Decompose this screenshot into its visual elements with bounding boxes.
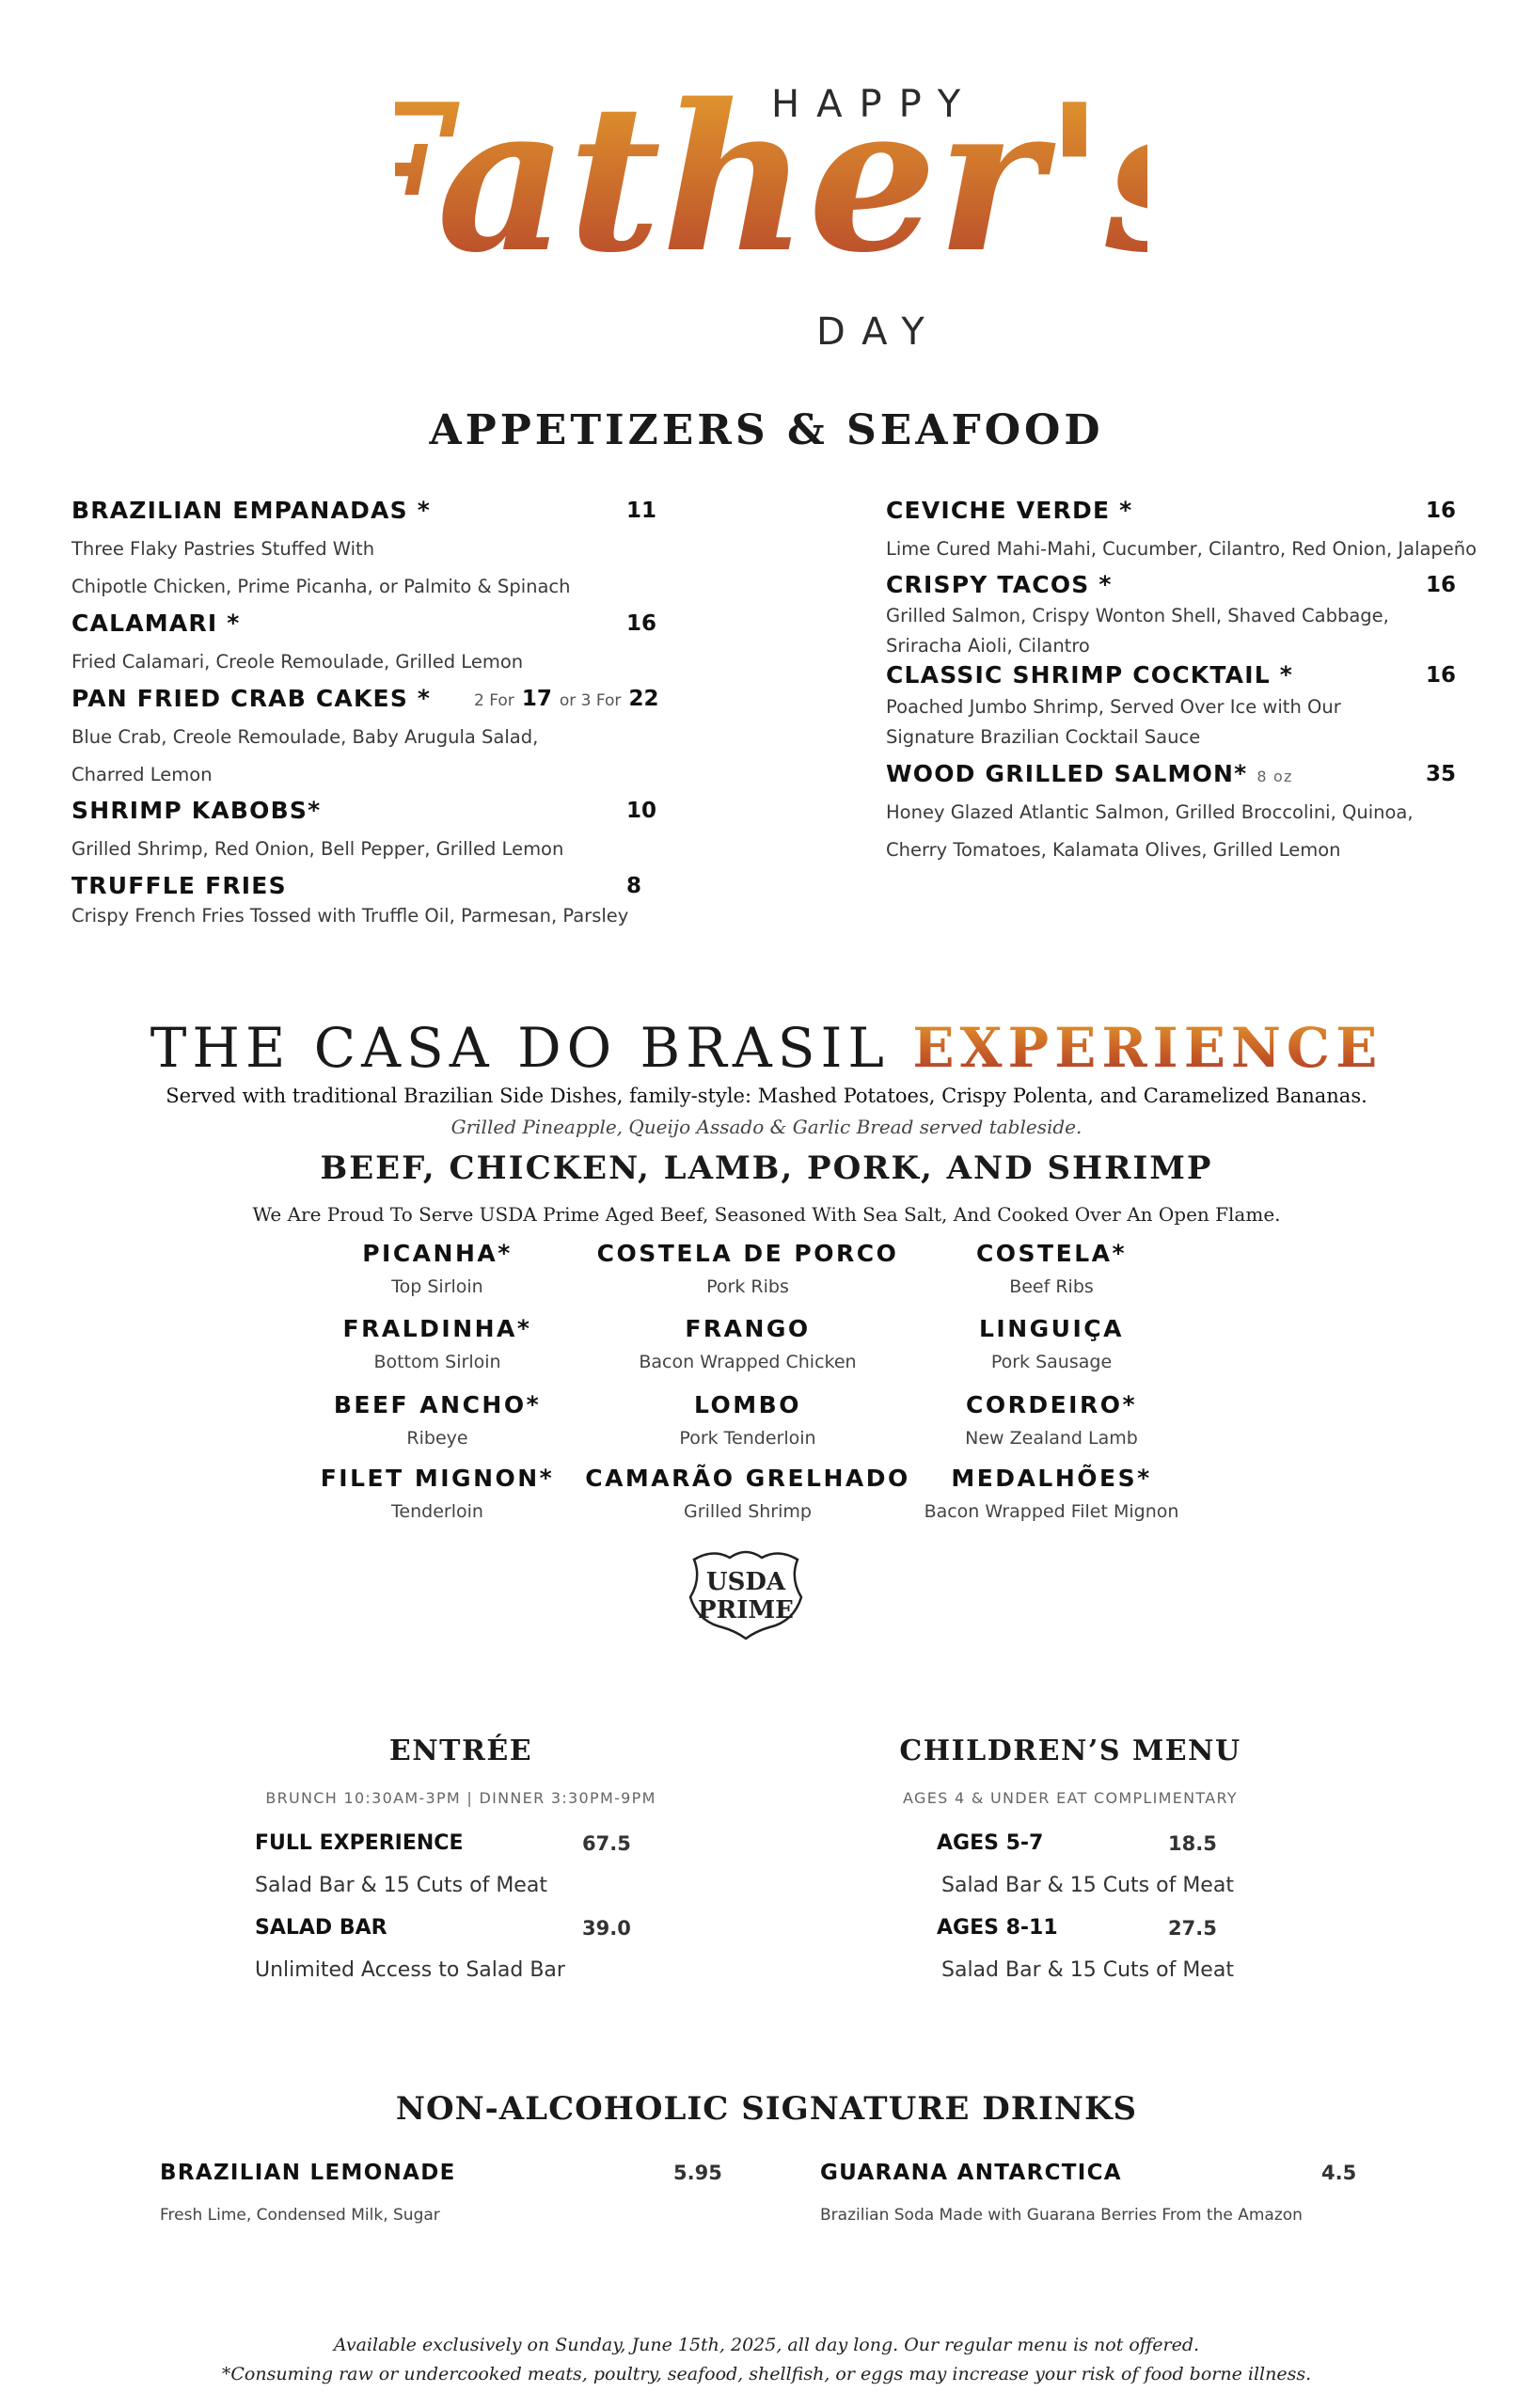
appetizer-name: PAN FRIED CRAB CAKES * [71, 685, 432, 712]
cut-desc: Bacon Wrapped Filet Mignon [924, 1501, 1179, 1522]
appetizer-name: TRUFFLE FRIES [71, 872, 287, 899]
appetizer-price: 8 [626, 874, 642, 898]
drink-price: 4.5 [1321, 2162, 1357, 2184]
cut-name: FRALDINHA* [342, 1315, 532, 1342]
cut-name: COSTELA DE PORCO [596, 1240, 899, 1267]
cut-name: LOMBO [694, 1391, 801, 1418]
appetizer-desc: Sriracha Aioli, Cilantro [886, 635, 1090, 657]
cut-desc: Grilled Shrimp [684, 1501, 812, 1522]
cut-name: FRANGO [685, 1315, 811, 1342]
appetizer-price: 10 [626, 799, 657, 823]
cut-name: MEDALHÕES* [951, 1465, 1152, 1492]
usda-prime-badge [681, 1543, 811, 1641]
cut-name: CORDEIRO* [965, 1391, 1138, 1418]
appetizer-name: CLASSIC SHRIMP COCKTAIL * [886, 661, 1294, 689]
usda-shield-icon [681, 1543, 811, 1641]
appetizer-desc: Lime Cured Mahi-Mahi, Cucumber, Cilantro, Red Onion, Jalapeño [886, 538, 1478, 560]
experience-served: Served with traditional Brazilian Side Dishes, family-style: Mashed Potatoes, Crispy Polenta, and Caramelized Bananas. [166, 1085, 1367, 1107]
experience-tableside: Grilled Pineapple, Queijo Assado & Garlic Bread served tableside. [450, 1116, 1083, 1138]
cut-name: CAMARÃO GRELHADO [585, 1465, 910, 1492]
appetizer-price: 11 [626, 499, 657, 523]
appetizer-desc: Honey Glazed Atlantic Salmon, Grilled Broccolini, Quinoa, [886, 801, 1414, 823]
crab-cake-price: 2 For 17 or 3 For 22 [474, 687, 659, 711]
children-item-desc: Salad Bar & 15 Cuts of Meat [941, 1874, 1234, 1897]
entree-item-price: 39.0 [582, 1917, 631, 1940]
fathers-script-svg [395, 56, 1147, 301]
drink-price: 5.95 [673, 2162, 722, 2184]
cut-name: LINGUIÇA [979, 1315, 1124, 1342]
cut-desc: Ribeye [406, 1428, 468, 1449]
cut-desc: Pork Tenderloin [679, 1428, 816, 1449]
children-item-name: AGES 8-11 [937, 1916, 1058, 1940]
cut-desc: Pork Sausage [990, 1352, 1113, 1372]
footer-disclaimer: *Consuming raw or undercooked meats, poultry, seafood, shellfish, or eggs may increase your risk of food borne illness. [221, 2364, 1312, 2384]
cut-desc: Bacon Wrapped Chicken [639, 1352, 857, 1372]
cut-name: PICANHA* [362, 1240, 513, 1267]
appetizer-desc: Three Flaky Pastries Stuffed With [71, 538, 375, 560]
appetizer-desc: Signature Brazilian Cocktail Sauce [886, 726, 1201, 748]
cut-desc: Tenderloin [391, 1501, 483, 1522]
meats-subtitle: We Are Proud To Serve USDA Prime Aged Beef, Seasoned With Sea Salt, And Cooked Over An Open Flame. [252, 1203, 1281, 1226]
appetizer-price: 16 [626, 611, 657, 636]
appetizer-name: SHRIMP KABOBS* [71, 797, 322, 824]
header-happy: HAPPY [771, 83, 978, 126]
cut-desc: Pork Ribs [706, 1276, 789, 1297]
appetizer-price: 35 [1426, 762, 1457, 786]
appetizer-desc: Grilled Salmon, Crispy Wonton Shell, Shaved Cabbage, [886, 605, 1389, 626]
appetizer-desc: Charred Lemon [71, 764, 213, 785]
entree-subtitle: BRUNCH 10:30AM-3PM | DINNER 3:30PM-9PM [265, 1789, 656, 1807]
children-item-name: AGES 5-7 [937, 1831, 1044, 1855]
entree-item-name: SALAD BAR [255, 1916, 387, 1940]
cut-name: BEEF ANCHO* [333, 1391, 542, 1418]
drinks-title: NON-ALCOHOLIC SIGNATURE DRINKS [395, 2090, 1138, 2128]
drink-name: BRAZILIAN LEMONADE [160, 2161, 456, 2185]
drink-desc: Brazilian Soda Made with Guarana Berries From the Amazon [820, 2206, 1303, 2225]
drink-desc: Fresh Lime, Condensed Milk, Sugar [160, 2206, 440, 2225]
entree-item-price: 67.5 [582, 1832, 631, 1855]
appetizer-desc: Chipotle Chicken, Prime Picanha, or Palmito & Spinach [71, 576, 571, 597]
appetizer-desc: Fried Calamari, Creole Remoulade, Grilled Lemon [71, 651, 524, 673]
children-title: CHILDREN’S MENU [899, 1735, 1241, 1767]
appetizer-price: 16 [1426, 663, 1457, 688]
cut-desc: Top Sirloin [391, 1276, 483, 1297]
appetizer-desc: Poached Jumbo Shrimp, Served Over Ice with Our [886, 696, 1341, 718]
usda-line2: PRIME [698, 1596, 794, 1624]
appetizer-name: CEVICHE VERDE * [886, 497, 1133, 524]
appetizer-desc: Grilled Shrimp, Red Onion, Bell Pepper, Grilled Lemon [71, 838, 564, 860]
header-day: DAY [816, 310, 941, 354]
drink-name: GUARANA ANTARCTICA [820, 2161, 1122, 2185]
entree-item-desc: Salad Bar & 15 Cuts of Meat [255, 1874, 547, 1897]
appetizer-desc: Cherry Tomatoes, Kalamata Olives, Grilled Lemon [886, 839, 1341, 861]
appetizer-price: 16 [1426, 573, 1457, 597]
entree-item-name: FULL EXPERIENCE [255, 1831, 464, 1855]
experience-title: THE CASA DO BRASIL EXPERIENCE [150, 1016, 1383, 1080]
appetizers-title: APPETIZERS & SEAFOOD [429, 406, 1104, 454]
footer-availability: Available exclusively on Sunday, June 15th, 2025, all day long. Our regular menu is not offered. [333, 2335, 1200, 2355]
appetizer-name: BRAZILIAN EMPANADAS * [71, 497, 431, 524]
experience-accent: EXPERIENCE [912, 1016, 1383, 1080]
appetizer-name: WOOD GRILLED SALMON* 8 oz [886, 760, 1293, 787]
children-item-price: 27.5 [1168, 1917, 1217, 1940]
meats-title: BEEF, CHICKEN, LAMB, PORK, AND SHRIMP [320, 1149, 1213, 1187]
salmon-size: 8 oz [1256, 768, 1293, 785]
cut-name: FILET MIGNON* [320, 1465, 555, 1492]
appetizer-desc: Crispy French Fries Tossed with Truffle Oil, Parmesan, Parsley [71, 905, 629, 927]
cut-desc: Bottom Sirloin [373, 1352, 501, 1372]
appetizer-name: CALAMARI * [71, 610, 241, 637]
children-item-desc: Salad Bar & 15 Cuts of Meat [941, 1958, 1234, 1982]
cut-name: COSTELA* [975, 1240, 1128, 1267]
cut-desc: Beef Ribs [1009, 1276, 1094, 1297]
cut-desc: New Zealand Lamb [965, 1428, 1138, 1449]
children-subtitle: AGES 4 & UNDER EAT COMPLIMENTARY [903, 1789, 1238, 1807]
fathers-script-title [395, 56, 1147, 301]
entree-title: ENTRÉE [388, 1735, 533, 1767]
appetizer-price: 16 [1426, 499, 1457, 523]
entree-item-desc: Unlimited Access to Salad Bar [255, 1958, 565, 1982]
fathers-word: ather' [436, 59, 1106, 297]
appetizer-name: CRISPY TACOS * [886, 571, 1113, 598]
usda-line1: USDA [705, 1568, 786, 1596]
appetizer-desc: Blue Crab, Creole Remoulade, Baby Arugula Salad, [71, 726, 539, 748]
children-item-price: 18.5 [1168, 1832, 1217, 1855]
